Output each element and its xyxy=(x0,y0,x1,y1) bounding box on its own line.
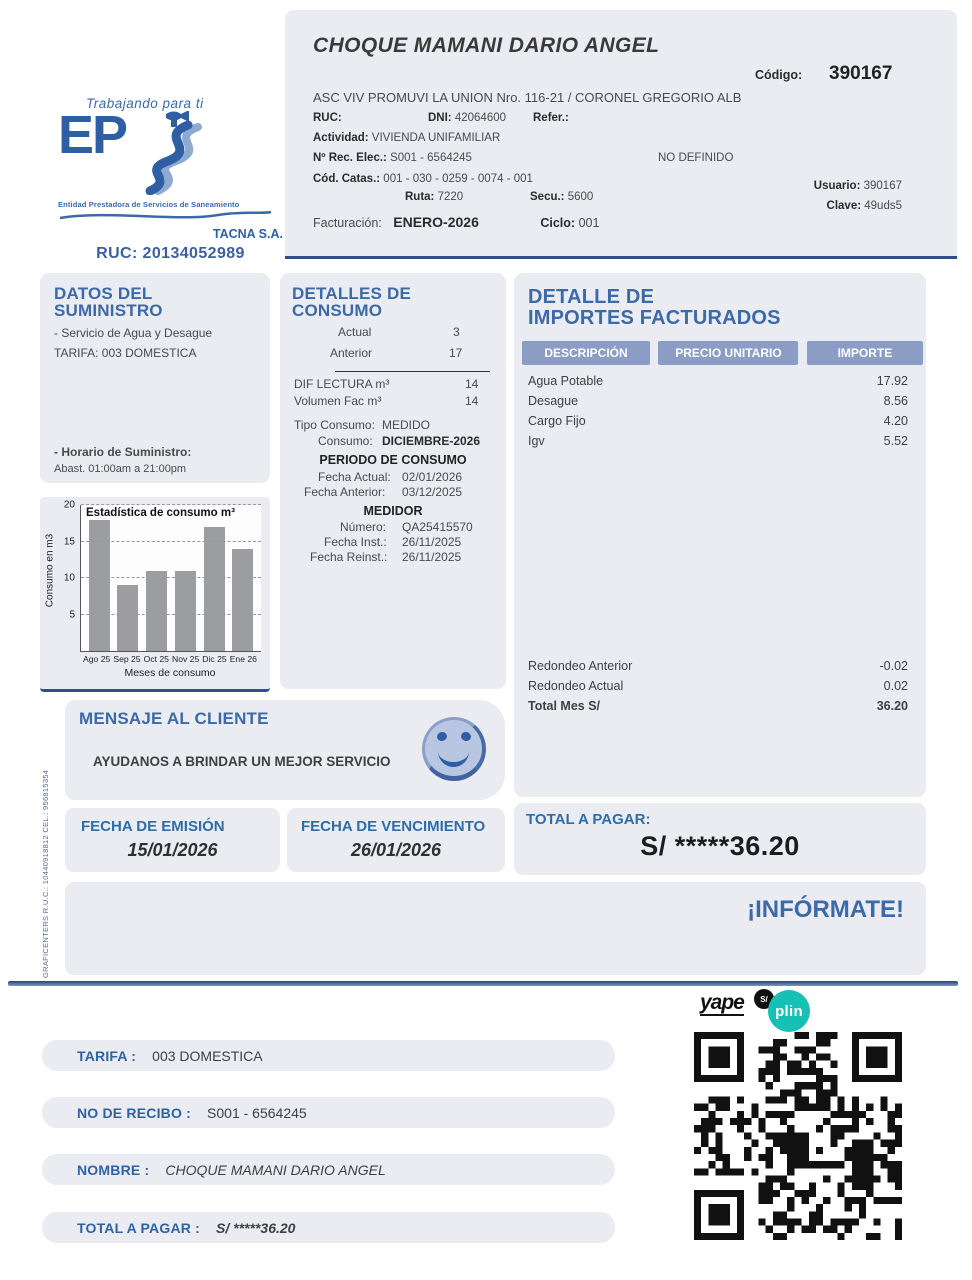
codigo-label: Código: xyxy=(755,68,803,82)
row-importe: 17.92 xyxy=(876,374,908,388)
total-pagar-value: S/ *****36.20 xyxy=(640,831,800,861)
secu-label: Secu.: xyxy=(530,191,565,203)
ciclo-label: Ciclo: xyxy=(540,216,576,230)
y-tick: 20 xyxy=(63,499,75,511)
horario-value: Abast. 01:00am a 21:00pm xyxy=(54,463,187,475)
x-tick: Oct 25 xyxy=(143,654,169,664)
datos-title: DATOS DEL SUMINISTRO xyxy=(54,284,163,321)
plin-logo xyxy=(768,990,810,1032)
footer-total-value: S/ *****36.20 xyxy=(216,1219,296,1236)
rec-elec-value: S001 - 6564245 xyxy=(390,152,472,164)
consumo-mes-label: Consumo: xyxy=(318,434,373,448)
redondeo-actual-label: Redondeo Actual xyxy=(528,679,624,693)
logo-subtitle: Entidad Prestadora de Servicios de Saneamiento xyxy=(58,200,240,209)
facturacion-label: Facturación: xyxy=(313,216,382,230)
rec-elec-label: Nº Rec. Elec.: xyxy=(313,152,387,164)
dif-label: DIF LECTURA m³ xyxy=(294,377,390,391)
numero-label: Número: xyxy=(340,520,387,534)
servicio-line: - Servicio de Agua y Desague xyxy=(54,326,213,340)
anterior-value: 17 xyxy=(449,346,463,360)
yape-wordmark: yape xyxy=(700,991,744,1014)
fecha-emision-label: FECHA DE EMISIÓN xyxy=(81,818,225,835)
actividad-label: Actividad: xyxy=(313,132,369,144)
fecha-inst-label: Fecha Inst.: xyxy=(324,535,387,549)
col-precio-unitario: PRECIO UNITARIO xyxy=(658,341,798,365)
fecha-actual-value: 02/01/2026 xyxy=(402,470,463,484)
yape-logo xyxy=(700,992,772,1022)
ruta-value: 7220 xyxy=(437,191,464,203)
customer-name: CHOQUE MAMANI DARIO ANGEL xyxy=(313,34,660,57)
row-desc: Igv xyxy=(528,434,545,448)
bar-Ene 26 xyxy=(232,549,253,651)
total-pagar-panel xyxy=(514,803,926,875)
ruta-label: Ruta: xyxy=(405,191,435,203)
chart-xlabel: Meses de consumo xyxy=(124,667,216,679)
consumo-title: DETALLES DE CONSUMO xyxy=(292,284,412,321)
importes-title-1: DETALLE DE xyxy=(528,286,655,308)
fecha-actual-label: Fecha Actual: xyxy=(318,470,391,484)
header-panel xyxy=(285,10,957,259)
yape-sol-badge: S/ xyxy=(754,989,774,1009)
ruc-label: RUC: xyxy=(313,112,342,124)
y-tick: 15 xyxy=(63,536,75,547)
row-importe: 8.56 xyxy=(883,394,908,408)
footer-row-total xyxy=(42,1212,615,1243)
row-desc: Cargo Fijo xyxy=(528,414,586,428)
chart-ylabel: Consumo en m3 xyxy=(44,533,56,608)
footer-row-recibo xyxy=(42,1097,615,1128)
footer-row-nombre xyxy=(42,1154,615,1185)
secu-value: 5600 xyxy=(567,191,594,203)
total-mes-label: Total Mes S/ xyxy=(528,699,601,713)
row-importe: 4.20 xyxy=(883,414,908,428)
x-tick: Dic 25 xyxy=(202,654,227,664)
fecha-emision-value: 15/01/2026 xyxy=(127,840,218,860)
redondeo-anterior-value: -0.02 xyxy=(879,659,908,673)
bar-Oct 25 xyxy=(146,571,167,651)
row-desc: Agua Potable xyxy=(528,374,604,388)
y-tick: 10 xyxy=(63,572,75,584)
chart-bars xyxy=(81,505,261,651)
fecha-emision-panel xyxy=(65,808,280,872)
actividad-value: VIVIENDA UNIFAMILIAR xyxy=(371,132,501,144)
chart-title: Estadística de consumo m³ xyxy=(86,507,235,519)
qr-code xyxy=(694,1032,902,1240)
footer-row-tarifa xyxy=(42,1040,615,1071)
ciclo-value: 001 xyxy=(578,216,600,230)
horario-label: - Horario de Suministro: xyxy=(54,445,192,459)
consumption-chart xyxy=(40,497,270,692)
codigo-value: 390167 xyxy=(829,63,893,84)
chart-yaxis xyxy=(58,499,78,651)
informate-panel xyxy=(65,882,926,975)
smiley-icon xyxy=(422,717,486,781)
footer-recibo-label: NO DE RECIBO : xyxy=(77,1104,192,1121)
fecha-inst-value: 26/11/2025 xyxy=(402,535,462,549)
anterior-label: Anterior xyxy=(330,346,373,360)
clave-value: 49uds5 xyxy=(864,200,902,212)
row-importe: 5.52 xyxy=(883,434,908,448)
dif-value: 14 xyxy=(465,377,479,391)
wave-line-icon xyxy=(58,210,273,222)
total-mes-value: 36.20 xyxy=(876,699,908,713)
footer-total-label: TOTAL A PAGAR : xyxy=(77,1219,201,1236)
refer-label: Refer.: xyxy=(533,112,569,124)
col-importe: IMPORTE xyxy=(807,341,923,365)
catas-value: 001 - 030 - 0259 - 0074 - 001 xyxy=(383,173,533,185)
section-divider xyxy=(8,981,958,986)
fecha-vencimiento-value: 26/01/2026 xyxy=(350,840,442,860)
bar-Sep 25 xyxy=(117,585,138,651)
redondeo-actual-value: 0.02 xyxy=(883,679,908,693)
importes-title-2: IMPORTES FACTURADOS xyxy=(528,307,781,329)
footer-tarifa-value: 003 DOMESTICA xyxy=(152,1047,263,1064)
periodo-title: PERIODO DE CONSUMO xyxy=(319,453,467,467)
mensaje-body: AYUDANOS A BRINDAR UN MEJOR SERVICIO xyxy=(93,754,391,769)
catas-label: Cód. Catas.: xyxy=(313,173,381,185)
facturacion-value: ENERO-2026 xyxy=(393,214,479,230)
plin-wordmark: plin xyxy=(775,1002,803,1020)
fecha-reinst-label: Fecha Reinst.: xyxy=(310,550,388,564)
fecha-reinst-value: 26/11/2025 xyxy=(402,550,462,564)
bar-Ago 25 xyxy=(89,520,110,651)
usuario-value: 390167 xyxy=(863,180,902,192)
fecha-vencimiento-label: FECHA DE VENCIMIENTO xyxy=(301,818,486,835)
logo-brand-text: EP xyxy=(58,105,127,165)
customer-address: ASC VIV PROMUVI LA UNION Nro. 116-21 / CORONEL GREGORIO ALB xyxy=(313,90,742,105)
eps-logo xyxy=(58,96,283,263)
tipo-value: MEDIDO xyxy=(382,418,430,432)
water-swoosh-icon xyxy=(128,111,210,200)
medidor-title: MEDIDOR xyxy=(363,504,423,518)
clave-label: Clave: xyxy=(826,200,862,212)
print-shop-note: GRAFICENTERS R.U.C.: 10440918812 CEL.: 956815354 xyxy=(41,769,50,978)
dni-value: 42064600 xyxy=(454,112,507,124)
col-descripcion: DESCRIPCIÓN xyxy=(522,341,650,365)
actual-value: 3 xyxy=(453,325,460,339)
no-definido: NO DEFINIDO xyxy=(658,152,734,164)
footer-nombre-label: NOMBRE : xyxy=(77,1161,150,1178)
footer-recibo-value: S001 - 6564245 xyxy=(207,1104,307,1121)
bar-Dic 25 xyxy=(204,527,225,651)
chart-plot xyxy=(80,505,261,652)
footer-nombre-value: CHOQUE MAMANI DARIO ANGEL xyxy=(165,1161,386,1178)
importes-panel xyxy=(514,273,926,797)
consumo-mes-value: DICIEMBRE-2026 xyxy=(382,434,481,448)
informate-text: ¡INFÓRMATE! xyxy=(747,896,904,923)
company-ruc: RUC: 20134052989 xyxy=(96,245,245,262)
x-tick: Sep 25 xyxy=(113,654,141,664)
fecha-anterior-value: 03/12/2025 xyxy=(402,485,463,499)
fecha-anterior-label: Fecha Anterior: xyxy=(304,485,386,499)
x-tick: Ago 25 xyxy=(83,654,111,664)
total-pagar-label: TOTAL A PAGAR: xyxy=(526,811,651,828)
x-tick: Nov 25 xyxy=(172,654,200,664)
mensaje-panel xyxy=(65,700,505,800)
x-tick: Ene 26 xyxy=(229,654,257,664)
logo-city: TACNA S.A. xyxy=(212,227,283,241)
dni-label: DNI: xyxy=(428,112,452,124)
numero-value: QA25415570 xyxy=(402,520,473,534)
vol-label: Volumen Fac m³ xyxy=(294,394,382,408)
detalles-consumo-panel xyxy=(280,273,506,689)
tipo-label: Tipo Consumo: xyxy=(294,418,375,432)
row-desc: Desague xyxy=(528,394,579,408)
tarifa-line: TARIFA: 003 DOMESTICA xyxy=(54,346,197,360)
bar-Nov 25 xyxy=(175,571,196,651)
datos-suministro-panel xyxy=(40,273,270,483)
chart-xlabels xyxy=(80,654,260,664)
usuario-label: Usuario: xyxy=(813,180,861,192)
reading-separator xyxy=(335,371,490,372)
actual-label: Actual xyxy=(338,325,372,339)
y-tick: 5 xyxy=(69,609,75,620)
logo-tagline: Trabajando para ti xyxy=(86,96,204,111)
mensaje-title: MENSAJE AL CLIENTE xyxy=(79,709,269,728)
fecha-vencimiento-panel xyxy=(287,808,505,872)
vol-value: 14 xyxy=(465,394,479,408)
redondeo-anterior-label: Redondeo Anterior xyxy=(528,659,633,673)
footer-tarifa-label: TARIFA : xyxy=(77,1047,137,1064)
